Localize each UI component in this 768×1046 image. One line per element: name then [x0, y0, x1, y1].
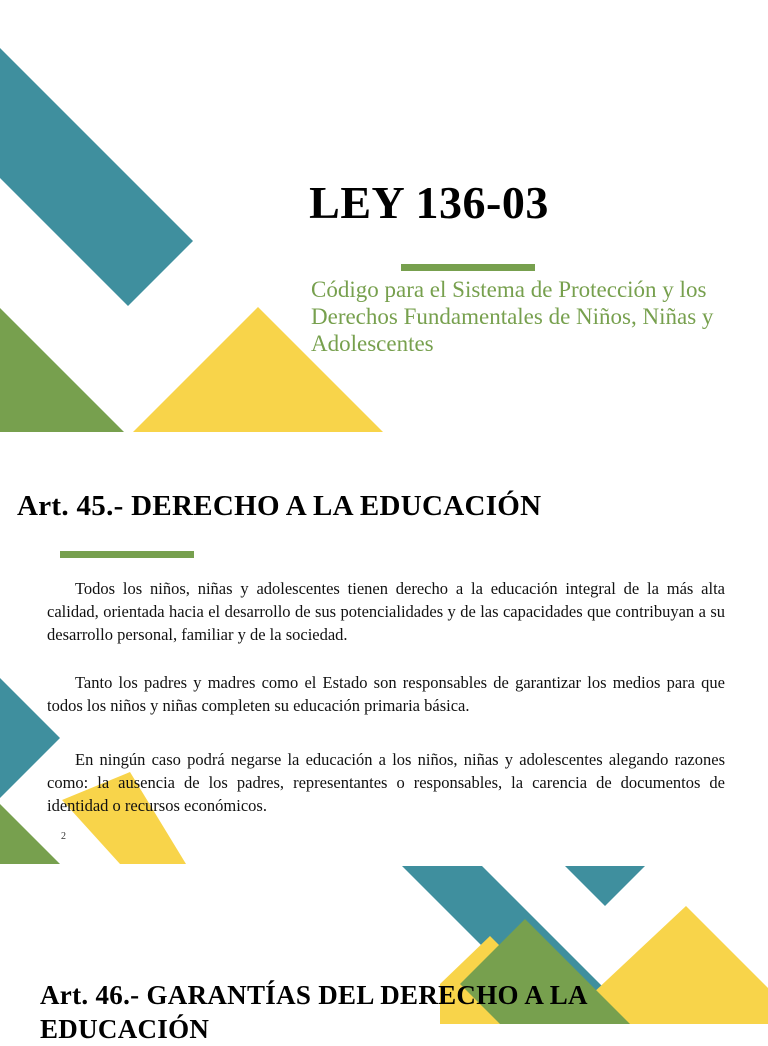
green-triangle-shape	[0, 308, 124, 432]
paragraph-3: En ningún caso podrá negarse la educación a los niños, niñas y adolescentes alegando razones como: la ausencia de los padres, representantes o responsables, la carencia de documentos de identidad o recursos económicos.	[47, 750, 725, 815]
page-number: 2	[61, 831, 66, 842]
page-title: LEY 136-03	[309, 177, 549, 228]
teal-small-triangle-shape	[565, 866, 645, 906]
article-45-heading: Art. 45.- DERECHO A LA EDUCACIÓN	[17, 490, 542, 522]
article-46-slide	[0, 864, 768, 1044]
paragraph-2: Tanto los padres y madres como el Estado son responsables de garantizar los medios para que todos los niños y niñas completen su educación primaria básica.	[47, 673, 725, 715]
article-46-heading: Art. 46.- GARANTÍAS DEL DERECHO A LA EDUCACIÓN	[40, 980, 587, 1044]
subtitle: Código para el Sistema de Protección y los Derechos Fundamentales de Niños, Niñas y Adolescentes	[311, 277, 714, 356]
title-underline	[401, 264, 535, 271]
heading-underline	[60, 551, 194, 558]
paragraph-1: Todos los niños, niñas y adolescentes tienen derecho a la educación integral de la más alta calidad, orientada hacia el desarrollo de sus potencialidades y de las capacidades que contribuyan a su desarrollo personal, familiar y de la sociedad.	[47, 579, 725, 644]
article-45-slide	[0, 432, 768, 864]
title-slide	[0, 0, 768, 432]
